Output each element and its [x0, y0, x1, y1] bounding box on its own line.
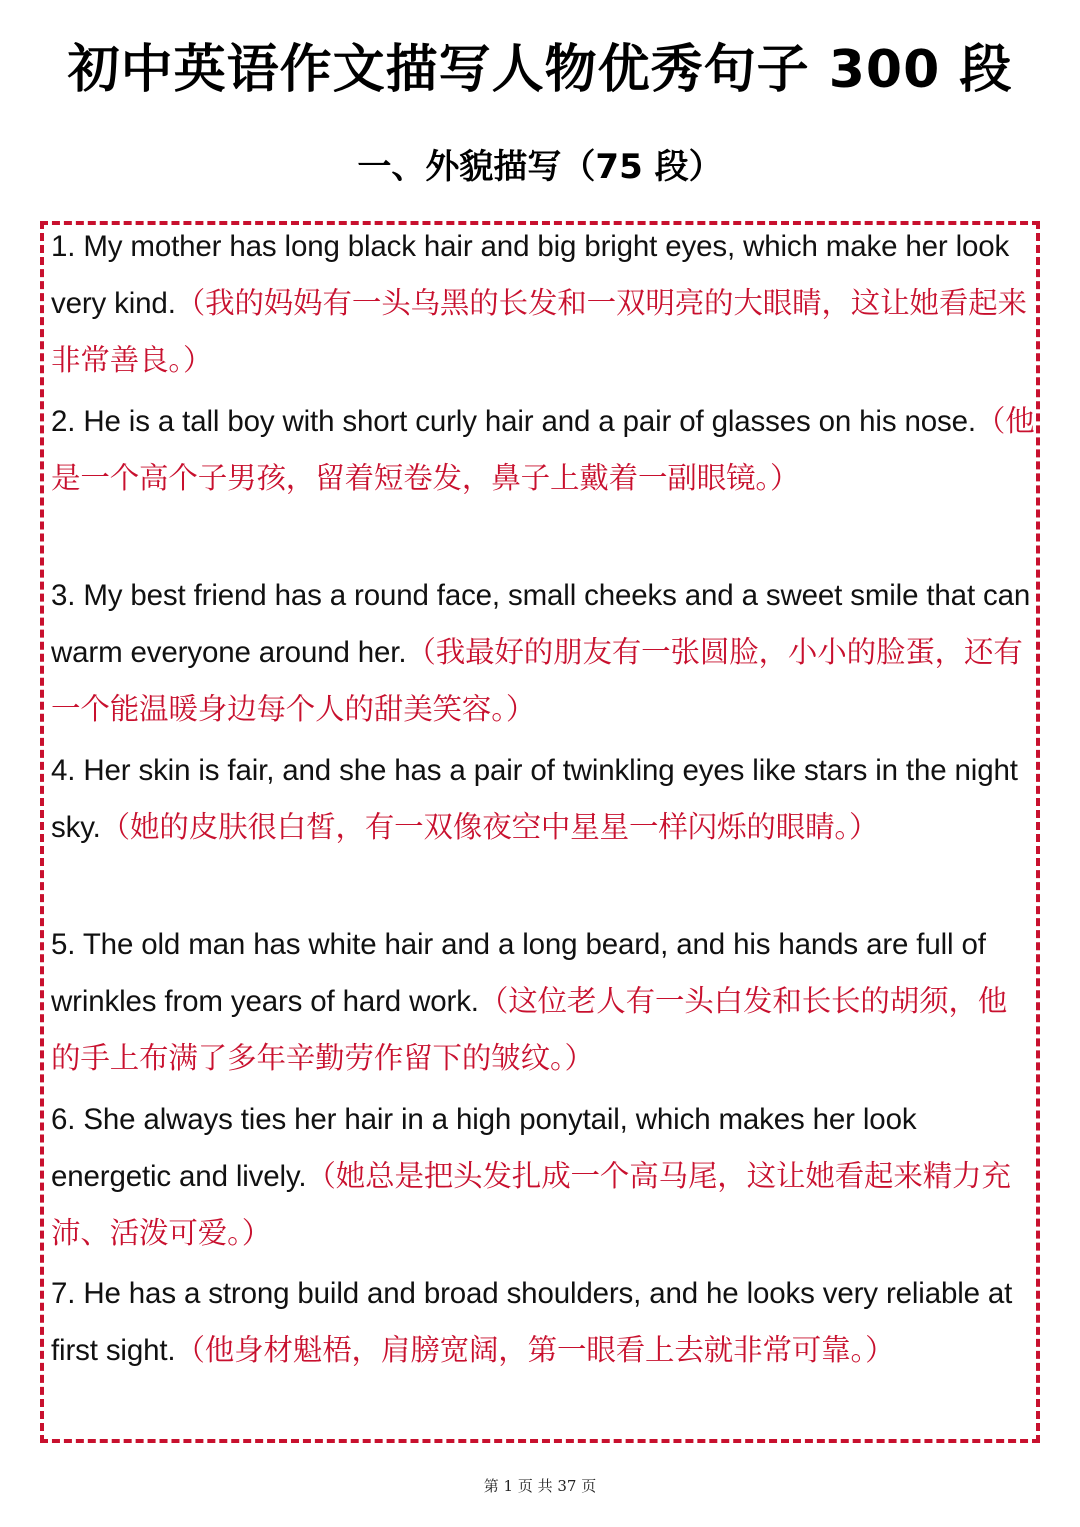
- page-title: 初中英语作文描写人物优秀句子 300 段: [67, 40, 1013, 100]
- sentence-item-5: [51, 916, 1036, 1086]
- sentence-item-7: [51, 1265, 1036, 1379]
- section-heading: 一、外貌描写（75 段）: [357, 147, 723, 187]
- sentence-chinese: （这位老人有一头白发和长长的胡须，他的手上布满了多年辛勤劳作留下的皱纹。）: [51, 984, 1008, 1075]
- sentence-english: 4. Her skin is fair, and she has a pair of twinkling eyes like stars in the night sky.: [51, 754, 1018, 844]
- sentence-item-6: [51, 1091, 1036, 1261]
- sentence-chinese: （我最好的朋友有一张圆脸，小小的脸蛋，还有一个能温暖身边每个人的甜美笑容。）: [51, 635, 1023, 726]
- sentence-item-4: [51, 742, 1036, 856]
- sentence-item-1: [51, 218, 1036, 388]
- sentence-english: 7. He has a strong build and broad shoulders, and he looks very reliable at first sight.: [51, 1277, 1013, 1367]
- sentence-english: 6. She always ties her hair in a high ponytail, which makes her look energetic and lively.: [51, 1103, 917, 1193]
- sentence-english: 1. My mother has long black hair and big bright eyes, which make her look very kind.: [51, 230, 1010, 320]
- sentence-english: 3. My best friend has a round face, small cheeks and a sweet smile that can warm everyone around her.: [51, 579, 1031, 669]
- sentence-chinese: （他身材魁梧，肩膀宽阔，第一眼看上去就非常可靠。）: [175, 1333, 895, 1367]
- sentence-item-3: [51, 567, 1036, 737]
- sentence-item-2: [51, 393, 1036, 506]
- page-number-footer: 第 1 页 共 37 页: [483, 1477, 597, 1495]
- sentence-english: 2. He is a tall boy with short curly hair and a pair of glasses on his nose.: [51, 405, 976, 438]
- sentence-chinese: （他是一个高个子男孩，留着短卷发，鼻子上戴着一副眼镜。）: [51, 404, 1035, 495]
- sentence-english: 5. The old man has white hair and a long beard, and his hands are full of wrinkles from years of hard work.: [51, 928, 986, 1018]
- sentence-chinese: （她的皮肤很白皙，有一双像夜空中星星一样闪烁的眼睛。）: [100, 810, 879, 844]
- sentence-chinese: （我的妈妈有一头乌黑的长发和一双明亮的大眼睛，这让她看起来非常善良。）: [51, 286, 1027, 377]
- sentence-chinese: （她总是把头发扎成一个高马尾，这让她看起来精力充沛、活泼可爱。）: [51, 1159, 1011, 1250]
